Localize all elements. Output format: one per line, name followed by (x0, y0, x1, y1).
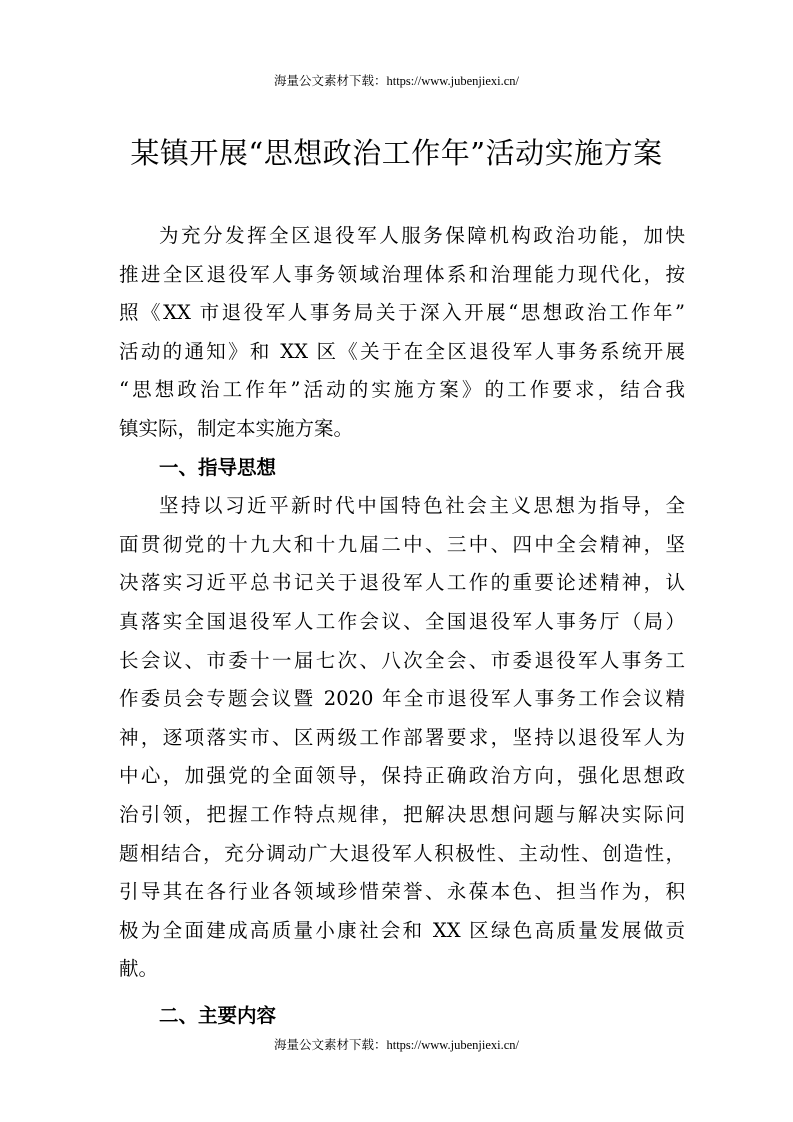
section1-line: 治引领，把握工作特点规律，把解决思想问题与解决实际问 (119, 802, 685, 826)
intro-line: 活动的通知》和 XX 区《关于在全区退役军人事务系统开展 (119, 339, 685, 363)
section1-line: 作委员会专题会议暨 2020 年全市退役军人事务工作会议精 (119, 687, 685, 711)
page-footer: 海量公文素材下载：https://www.jubenjiexi.cn/ (273, 1038, 519, 1052)
intro-line: 为充分发挥全区退役军人服务保障机构政治功能，加快 (159, 224, 685, 247)
section1-line: 面贯彻党的十九大和十九届二中、三中、四中全会精神，坚 (119, 532, 685, 556)
section1-line: 真落实全国退役军人工作会议、全国退役军人事务厅（局） (119, 609, 685, 633)
section1-line: 极为全面建成高质量小康社会和 XX 区绿色高质量发展做贡 (119, 918, 685, 942)
section1-line: 坚持以习近平新时代中国特色社会主义思想为指导，全 (159, 494, 685, 518)
page-header: 海量公文素材下载：https://www.jubenjiexi.cn/ (273, 74, 519, 88)
section1-line: 题相结合，充分调动广大退役军人积极性、主动性、创造性， (119, 841, 685, 865)
intro-line: 推进全区退役军人事务领域治理体系和治理能力现代化，按 (119, 262, 685, 286)
intro-line: “思想政治工作年”活动的实施方案》的工作要求，结合我 (119, 378, 685, 402)
spacer (119, 989, 685, 997)
section-heading-main-content: 二、主要内容 (159, 1003, 277, 1027)
intro-line: 照《XX 市退役军人事务局关于深入开展“思想政治工作年” (119, 301, 685, 325)
document-body (119, 217, 685, 1035)
section1-line: 神，逐项落实市、区两级工作部署要求，坚持以退役军人为 (119, 725, 685, 749)
section1-line: 中心，加强党的全面领导，保持正确政治方向，强化思想政 (119, 764, 685, 788)
section1-line: 献。 (119, 957, 159, 981)
section1-line: 决落实习近平总书记关于退役军人工作的重要论述精神，认 (119, 571, 685, 595)
intro-line: 镇实际，制定本实施方案。 (119, 416, 354, 440)
section1-line: 引导其在各行业各领域珍惜荣誉、永葆本色、担当作为，积 (119, 880, 685, 904)
section-heading-guiding-ideology: 一、指导思想 (159, 455, 277, 479)
document-title: 某镇开展“思想政治工作年”活动实施方案 (130, 136, 663, 170)
section1-line: 长会议、市委十一届七次、八次全会、市委退役军人事务工 (119, 648, 685, 672)
